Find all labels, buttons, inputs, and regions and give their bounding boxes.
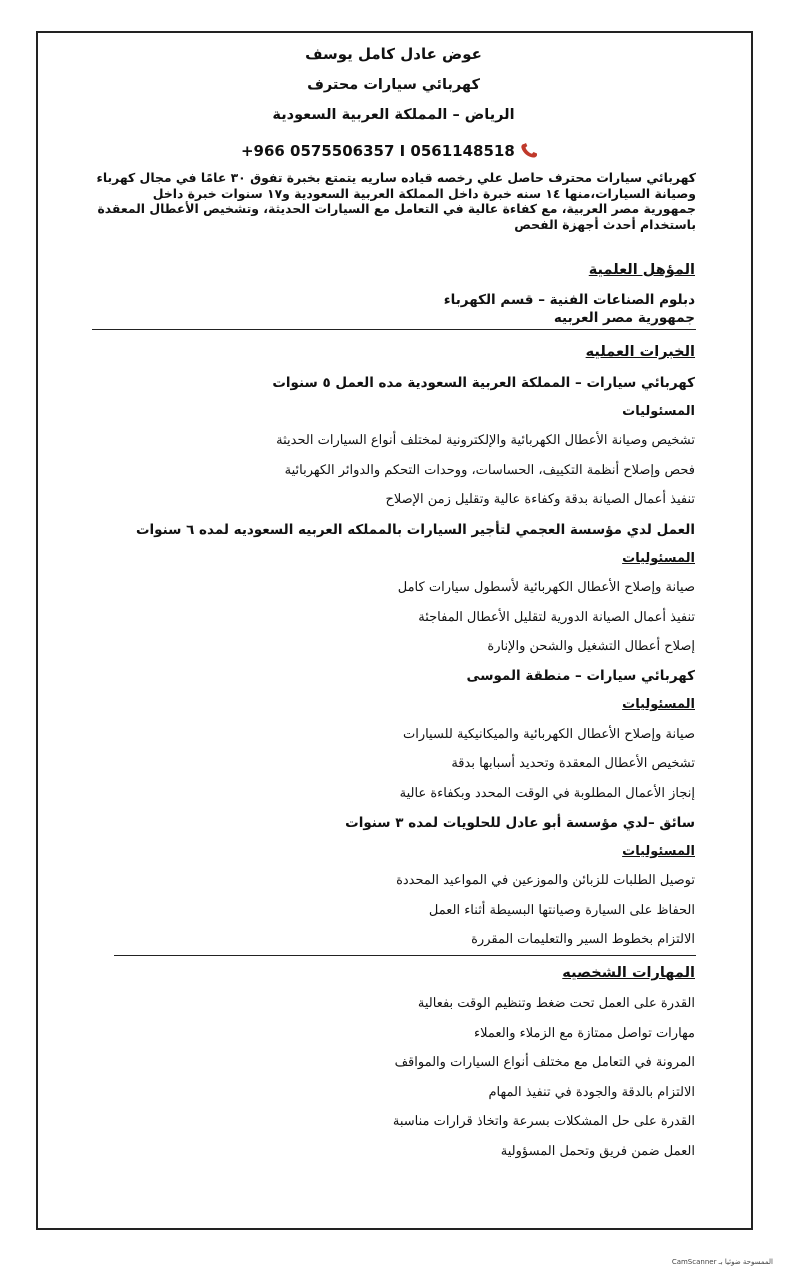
job1-item: فحص وإصلاح أنظمة التكييف، الحساسات، ووحدات التحكم والدوائر الكهربائية <box>284 463 695 478</box>
job-title: كهربائي سيارات محترف <box>307 77 480 93</box>
experience-heading: الخبرات العمليه <box>585 344 695 360</box>
skill-item: الالتزام بالدقة والجودة في تنفيذ المهام <box>488 1085 695 1100</box>
responsibilities-label-3: المسئوليات <box>622 697 695 712</box>
job4-item: الحفاظ على السيارة وصيانتها البسيطة أثناء العمل <box>428 903 695 918</box>
job3-item: صيانة وإصلاح الأعطال الكهربائية والميكانيكية للسيارات <box>402 727 695 742</box>
phone-numbers[interactable]: +966 0575506357 I 0561148518 <box>240 142 515 160</box>
location: الرياض – المملكة العربية السعودية <box>272 107 515 123</box>
skill-item: العمل ضمن فريق وتحمل المسؤولية <box>500 1144 695 1159</box>
skill-item: القدرة على حل المشكلات بسرعة واتخاذ قرارات مناسبة <box>392 1114 695 1129</box>
phone-line <box>0 142 787 160</box>
education-degree: دبلوم الصناعات الفنية – قسم الكهرباء <box>443 292 695 308</box>
job-title-1: كهربائي سيارات – المملكة العربية السعودية مده العمل ٥ سنوات <box>272 375 695 391</box>
skill-item: القدرة على العمل تحت ضغط وتنظيم الوقت بفعالية <box>417 996 695 1011</box>
job3-item: إنجاز الأعمال المطلوبة في الوقت المحدد وبكفاءة عالية <box>399 786 695 801</box>
job2-item: صيانة وإصلاح الأعطال الكهربائية لأسطول سيارات كامل <box>397 580 695 595</box>
job-title-4: سائق –لدي مؤسسة أبو عادل للحلويات لمده ٣ سنوات <box>345 815 695 831</box>
job3-item: تشخيص الأعطال المعقدة وتحديد أسبابها بدقة <box>451 756 695 771</box>
job1-item: تشخيص وصيانة الأعطال الكهربائية والإلكترونية لمختلف أنواع السيارات الحديثة <box>276 433 695 448</box>
job4-item: الالتزام بخطوط السير والتعليمات المقررة <box>471 932 695 947</box>
section-divider <box>92 329 696 330</box>
skills-heading: المهارات الشخصيه <box>562 965 695 981</box>
responsibilities-label-2: المسئوليات <box>622 551 695 566</box>
job1-item: تنفيذ أعمال الصيانة بدقة وكفاءة عالية وتقليل زمن الإصلاح <box>385 492 695 507</box>
responsibilities-label-1: المسئوليات <box>622 404 695 419</box>
job2-item: تنفيذ أعمال الصيانة الدورية لتقليل الأعطال المفاجئة <box>418 610 695 625</box>
job-title-2: العمل لدي مؤسسة العجمي لتأجير السيارات بالمملكه العربيه السعوديه لمده ٦ سنوات <box>135 522 695 538</box>
education-country: جمهورية مصر العربيه <box>553 310 695 326</box>
scanner-footer: الممسوحة ضوئيا بـ CamScanner <box>671 1258 773 1266</box>
job-title-3: كهربائي سيارات – منطقة الموسى <box>466 668 695 684</box>
job4-item: توصيل الطلبات للزبائن والموزعين في المواعيد المحددة <box>396 873 695 888</box>
job2-item: إصلاح أعطال التشغيل والشحن والإنارة <box>487 639 695 654</box>
phone-icon <box>520 142 540 158</box>
section-divider <box>114 955 696 956</box>
applicant-name: عوض عادل كامل يوسف <box>305 45 482 63</box>
skill-item: مهارات تواصل ممتازة مع الزملاء والعملاء <box>474 1026 695 1041</box>
responsibilities-label-4: المسئوليات <box>622 844 695 859</box>
professional-summary: كهربائي سيارات محترف حاصل علي رخصه قياده ساريه يتمتع بخبرة تفوق ٣٠ عامًا في مجال كهرباء وصيانة السيارات،منها ١٤ سنه خبرة داخل المملكة العربية السعودية و١٧ سنوات خبرة داخل جمهورية مصر العربية، مع كفاءة عالية في التعامل مع السيارات الحديثة، وتشخيص الأعطال المعقدة باستخدام أحدث أجهزة الفحص <box>96 170 696 232</box>
education-heading: المؤهل العلمية <box>588 262 695 278</box>
skill-item: المرونة في التعامل مع مختلف أنواع السيارات والمواقف <box>394 1055 695 1070</box>
